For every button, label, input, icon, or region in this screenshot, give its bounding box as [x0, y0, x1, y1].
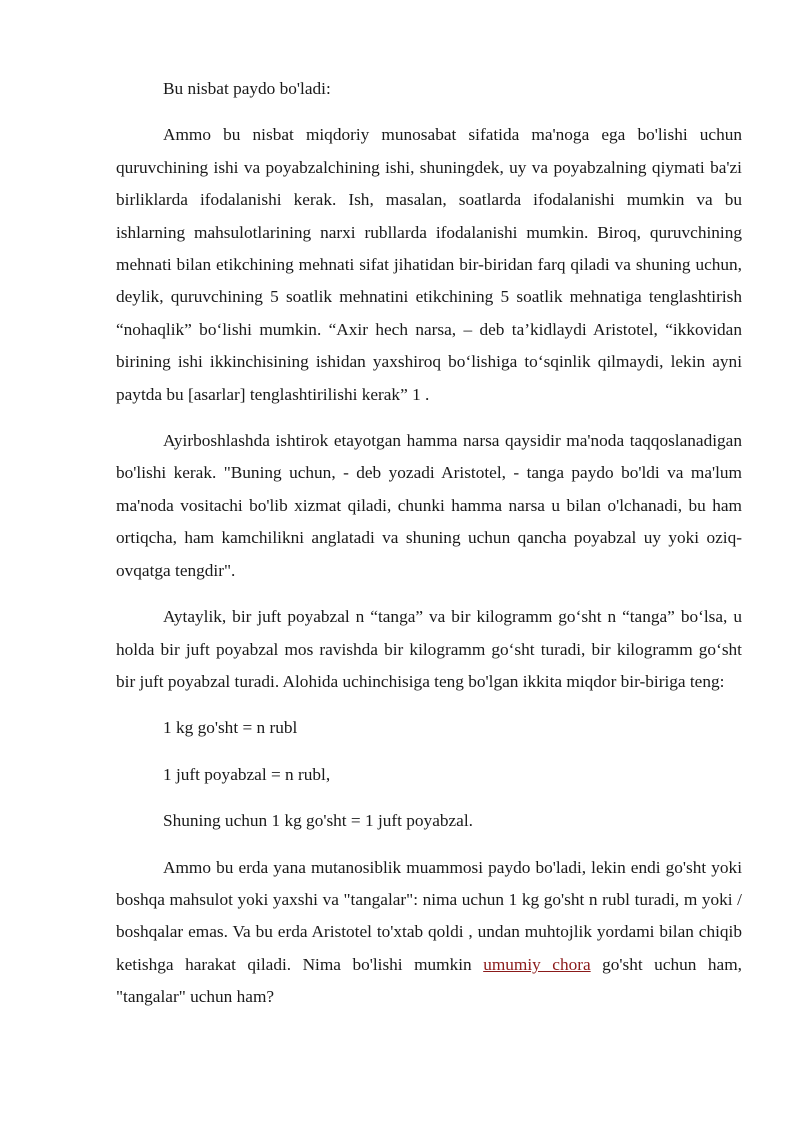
paragraph-3: Aytaylik, bir juft poyabzal n “tanga” va bir kilogramm go‘sht n “tanga” bo‘lsa, u holda bir juft poyabzal mos ravishda bir kilogramm go‘sht turadi, bir kilogramm go‘sht bir juft poyabzal turadi. Alohida uchinchisiga teng bo'lgan ikkita miqdor bir-biriga teng: [116, 607, 742, 691]
equation-1: 1 kg go'sht = n rubl [163, 718, 298, 738]
umumiy-chora-link[interactable]: umumiy chora [483, 954, 591, 974]
equation-3: Shuning uchun 1 kg go'sht = 1 juft poyabzal. [163, 811, 473, 831]
paragraph-4-text: Ammo bu erda yana mutanosiblik muammosi paydo bo'ladi, lekin endi go'sht yoki boshqa mahsulot yoki yaxshi va "tangalar": nima uchun 1 kg go'sht n rubl turadi, m yoki / boshqalar emas. Va bu erda Aristotel to'xtab qoldi , undan muhtojlik yordami bilan chiqib ketishga harakat qiladi. Nima bo'lishi mumkin [116, 857, 742, 974]
paragraph-2: Ayirboshlashda ishtirok etayotgan hamma narsa qaysidir ma'noda taqqoslanadigan bo'lishi kerak. "Buning uchun, - deb yozadi Aristotel, - tanga paydo bo'ldi va ma'lum ma'noda vositachi bo'lib xizmat qiladi, chunki hamma narsa u bilan o'lchanadi, bu ham ortiqcha, ham kamchilikni anglatadi va shuning uchun qancha poyabzal uy yoki oziq-ovqatga tengdir". [116, 431, 742, 580]
paragraph-4 [116, 852, 742, 1014]
intro-line: Bu nisbat paydo bo'ladi: [163, 79, 331, 98]
paragraph-1: Ammo bu nisbat miqdoriy munosabat sifatida ma'noga ega bo'lishi uchun quruvchining ishi va poyabzalchining ishi, shuningdek, uy va poyabzalning qiymati ba'zi birliklarda ifodalanishi kerak. Ish, masalan, soatlarda ifodalanishi mumkin va bu ishlarning mahsulotlarining narxi rubllarda ifodalanishi mumkin. Biroq, quruvchining mehnati bilan etikchining mehnati sifat jihatidan bir-biridan farq qiladi va shuning uchun, deylik, quruvchining 5 soatlik mehnatini etikchining 5 soatlik mehnatiga tenglashtirish “nohaqlik” bo‘lishi mumkin. “Axir hech narsa, – deb ta’kidlaydi Aristotel, “ikkovidan birining ishi ikkinchisining ishidan yaxshiroq bo‘lishiga to‘sqinlik qilmaydi, lekin ayni paytda bu [asarlar] tenglashtirilishi kerak” 1 . [116, 125, 742, 404]
equation-2: 1 juft poyabzal = n rubl, [163, 764, 331, 784]
paragraph-4-tail: go'sht uchun ham, "tangalar" uchun ham? [116, 954, 742, 1007]
document-page [116, 73, 742, 1028]
